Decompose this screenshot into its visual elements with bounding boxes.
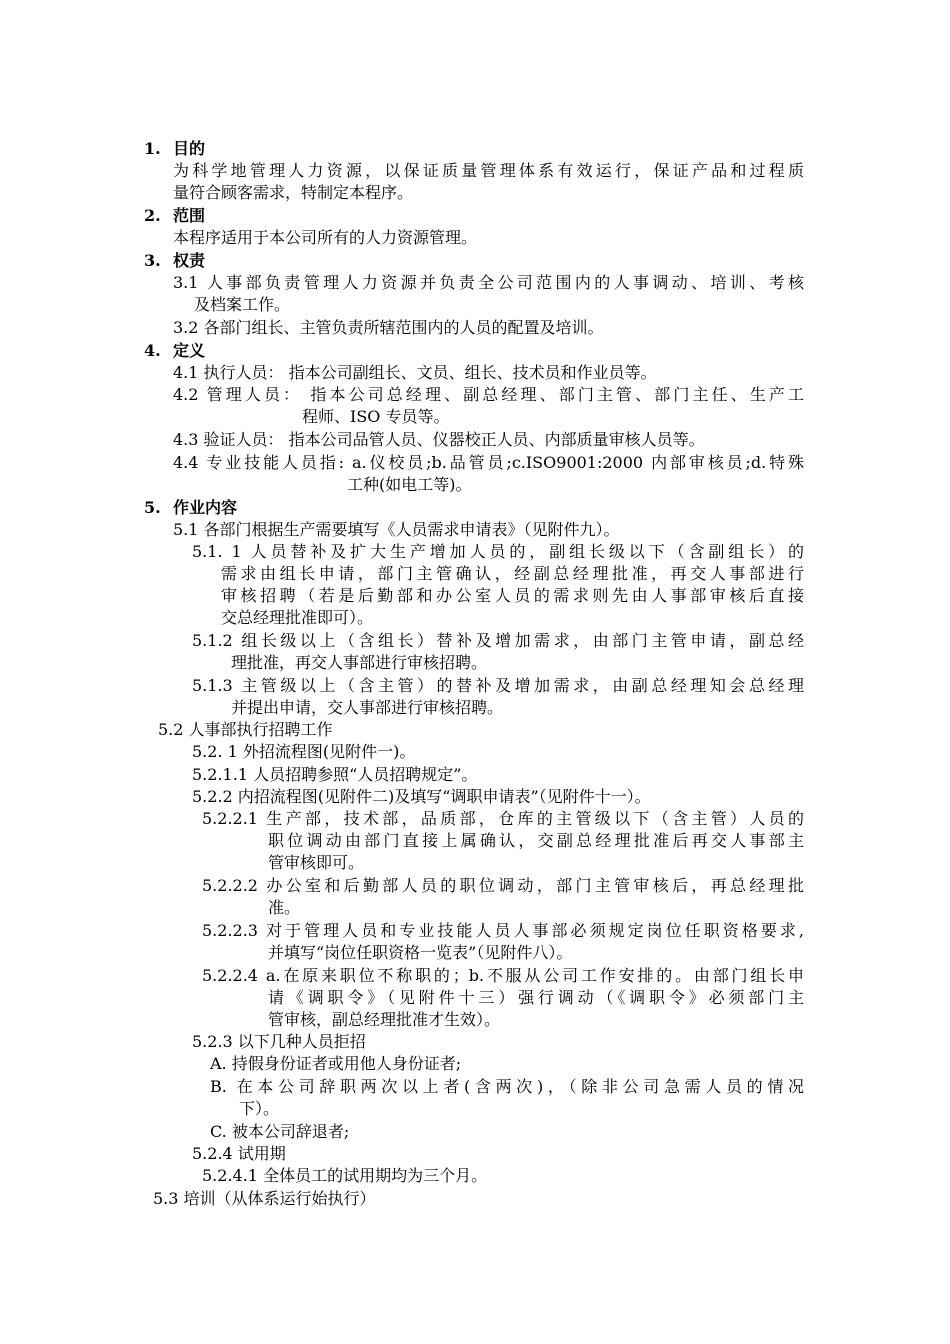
paragraph-line: 5.2.2.3 对于管理人员和专业技能人员人事部必须规定岗位任职资格要求, xyxy=(202,921,804,940)
paragraph-line: 3.1 人事部负责管理人力资源并负责全公司范围内的人事调动、培训、考核 xyxy=(173,273,804,292)
section-title: 目的 xyxy=(173,139,206,158)
paragraph-line: 并提出申请，交人事部进行审核招聘。 xyxy=(231,698,504,717)
paragraph-line: 4.4 专业技能人员指: a.仪校员;b.品管员;c.ISO9001:2000 内部审核员;d.特殊 xyxy=(173,453,804,472)
section-number: 3. xyxy=(144,251,161,270)
paragraph-line: 量符合顾客需求，特制定本程序。 xyxy=(173,183,414,202)
paragraph-line: 管审核即可。 xyxy=(268,853,365,872)
paragraph-line: 需求由组长申请，部门主管确认，经副总经理批准，再交人事部进行 xyxy=(221,564,804,583)
paragraph-line: 5.1. 1 人员替补及扩大生产增加人员的，副组长级以下（含副组长）的 xyxy=(192,542,804,561)
paragraph-line: 交总经理批准即可）。 xyxy=(221,608,374,627)
paragraph-line: 5.1 各部门根据生产需要填写《人员需求申请表》（见附件九）。 xyxy=(173,520,620,539)
paragraph-line: 职位调动由部门直接上属确认，交副总经理批准后再交人事部主 xyxy=(268,831,804,850)
section-title: 定义 xyxy=(173,341,206,360)
paragraph-line: 管审核，副总经理批准才生效）。 xyxy=(268,1010,501,1029)
paragraph-line: 5.2. 1 外招流程图(见附件一)。 xyxy=(192,742,416,761)
paragraph-line: 5.2.2.4 a.在原来职位不称职的；b.不服从公司工作安排的。由部门组长申 xyxy=(202,966,804,985)
paragraph-line: 及档案工作。 xyxy=(194,295,291,314)
paragraph-line: 审核招聘（若是后勤部和办公室人员的需求则先由人事部审核后直接 xyxy=(221,586,804,605)
paragraph-line: 为科学地管理人力资源，以保证质量管理体系有效运行，保证产品和过程质 xyxy=(173,161,804,180)
paragraph-line: 4.2 管理人员： 指本公司总经理、副总经理、部门主管、部门主任、生产工 xyxy=(173,385,804,404)
section-title: 权责 xyxy=(173,251,206,270)
list-item: 下）。 xyxy=(239,1099,280,1118)
paragraph-line: 5.2 人事部执行招聘工作 xyxy=(158,720,333,739)
paragraph-line: 5.2.3 以下几种人员拒招 xyxy=(192,1032,366,1051)
paragraph-line: 工种(如电工等)。 xyxy=(347,475,472,494)
section-number: 4. xyxy=(144,341,161,360)
paragraph-line: 5.2.2.1 生产部，技术部，品质部，仓库的主管级以下（含主管）人员的 xyxy=(202,809,804,828)
paragraph-line: 5.2.1.1 人员招聘参照“人员招聘规定”。 xyxy=(192,765,478,784)
paragraph-line: 理批准，再交人事部进行审核招聘。 xyxy=(231,653,488,672)
paragraph-line: 并填写“岗位任职资格一览表”（见附件八）。 xyxy=(268,943,573,962)
paragraph-line: 准。 xyxy=(268,898,301,917)
list-item: A. 持假身份证者或用他人身份证者; xyxy=(210,1054,462,1073)
paragraph-line: 4.3 验证人员： 指本公司品管人员、仪器校正人员、内部质量审核人员等。 xyxy=(173,430,705,449)
section-number: 1. xyxy=(144,139,161,158)
list-item: B. 在本公司辞职两次以上者(含两次)，（除非公司急需人员的情况 xyxy=(210,1077,804,1096)
paragraph-line: 3.2 各部门组长、主管负责所辖范围内的人员的配置及培训。 xyxy=(173,318,604,337)
section-title: 作业内容 xyxy=(173,498,238,517)
paragraph-line: 程师、ISO 专员等。 xyxy=(302,407,450,426)
paragraph-line: 5.2.4.1 全体员工的试用期均为三个月。 xyxy=(202,1166,488,1185)
paragraph-line: 请《调职令》（见附件十三）强行调动（《调职令》必须部门主 xyxy=(268,988,804,1007)
paragraph-line: 5.1.2 组长级以上（含组长）替补及增加需求，由部门主管申请，副总经 xyxy=(192,631,804,650)
list-item: C. 被本公司辞退者; xyxy=(210,1122,350,1141)
section-number: 5. xyxy=(144,498,161,517)
paragraph-line: 5.3 培训（从体系运行始执行） xyxy=(153,1189,376,1208)
paragraph-line: 5.2.2 内招流程图(见附件二)及填写“调职申请表”（见附件十一）。 xyxy=(192,787,651,806)
paragraph-line: 5.2.2.2 办公室和后勤部人员的职位调动，部门主管审核后，再总经理批 xyxy=(202,876,804,895)
section-title: 范围 xyxy=(173,206,206,225)
section-number: 2. xyxy=(144,206,161,225)
paragraph-line: 本程序适用于本公司所有的人力资源管理。 xyxy=(173,228,478,247)
paragraph-line: 5.2.4 试用期 xyxy=(192,1144,286,1163)
paragraph-line: 4.1 执行人员： 指本公司副组长、文员、组长、技术员和作业员等。 xyxy=(173,363,657,382)
paragraph-line: 5.1.3 主管级以上（含主管）的替补及增加需求，由副总经理知会总经理 xyxy=(192,676,804,695)
